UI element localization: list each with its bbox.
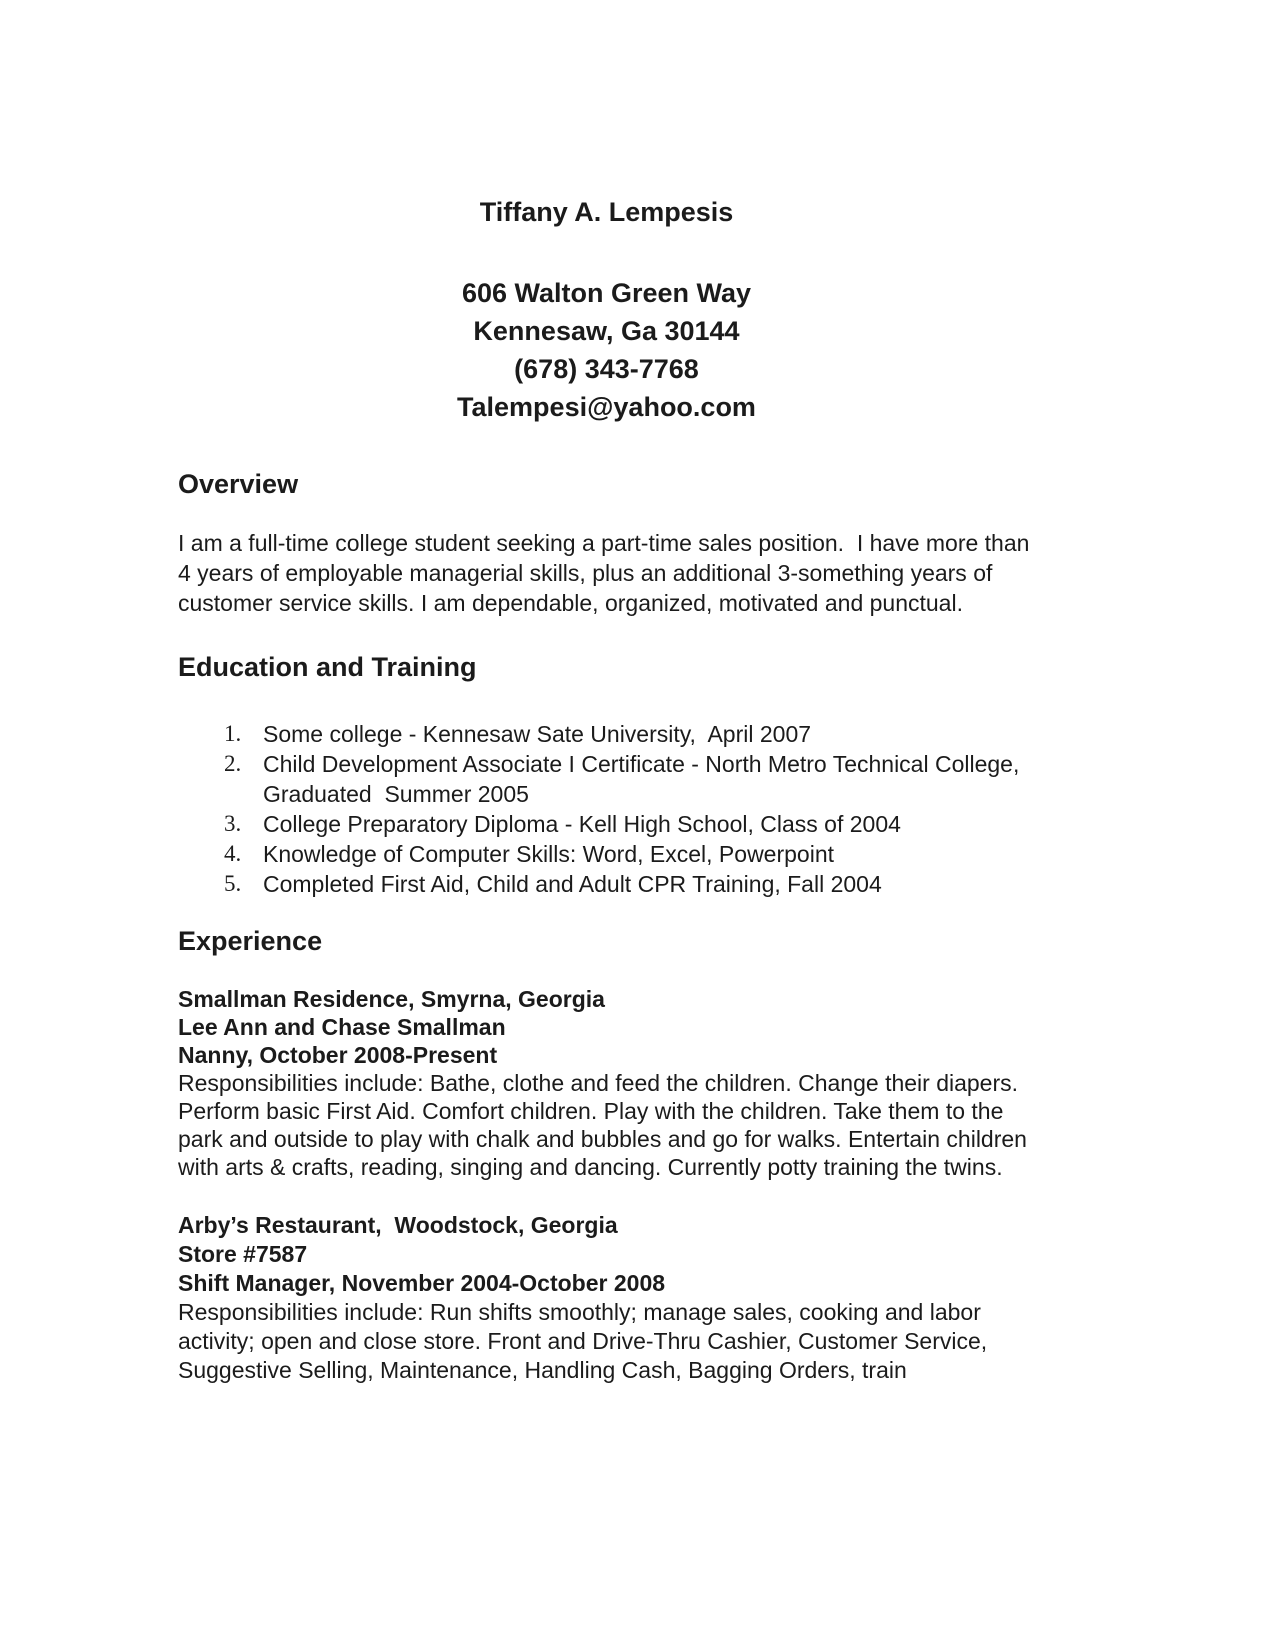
resume-header bbox=[178, 196, 1035, 426]
job-description: Responsibilities include: Run shifts smoothly; manage sales, cooking and labor activity; open and close store. Front and Drive-Thru Cashier, Customer Service, Suggestive Selling, Maintenance, Handling Cash, Bagging Orders, train bbox=[178, 1299, 994, 1383]
job-employer-location: Arby’s Restaurant, Woodstock, Georgia bbox=[178, 1212, 618, 1238]
job-role-dates: Shift Manager, November 2004-October 2008 bbox=[178, 1270, 666, 1296]
job-description: Responsibilities include: Bathe, clothe and feed the children. Change their diapers. Perform basic First Aid. Comfort children. Play with the children. Take them to the park and outside to play with chalk and bubbles and go for walks. Entertain children with arts & crafts, reading, singing and dancing. Currently potty training the twins. bbox=[178, 1070, 1034, 1180]
list-item-number: 3. bbox=[224, 811, 242, 836]
contact-block bbox=[178, 274, 1035, 426]
education-heading: Education and Training bbox=[178, 652, 477, 682]
email-address: Talempesi@yahoo.com bbox=[457, 392, 756, 422]
job-entry-arbys bbox=[178, 1211, 1035, 1385]
education-list bbox=[178, 719, 1035, 899]
address-city-state-zip: Kennesaw, Ga 30144 bbox=[473, 316, 740, 346]
experience-heading: Experience bbox=[178, 926, 323, 956]
list-item-number: 4. bbox=[224, 841, 242, 866]
list-item-text: College Preparatory Diploma - Kell High School, Class of 2004 bbox=[263, 811, 901, 837]
list-item-text: Child Development Associate I Certificate - North Metro Technical College, Graduated Summer 2005 bbox=[263, 751, 1026, 807]
list-item-number: 1. bbox=[224, 721, 242, 746]
list-item-text: Knowledge of Computer Skills: Word, Excel, Powerpoint bbox=[263, 841, 835, 867]
list-item-text: Some college - Kennesaw Sate University, April 2007 bbox=[263, 721, 812, 747]
education-item bbox=[178, 809, 1035, 839]
overview-heading: Overview bbox=[178, 469, 299, 499]
job-entry-smallman bbox=[178, 985, 1035, 1181]
list-item-number: 5. bbox=[224, 871, 242, 896]
overview-paragraph: I am a full-time college student seeking a part-time sales position. I have more than 4 years of employable managerial skills, plus an additional 3-something years of customer service skills. I am dependable, organized, motivated and punctual. bbox=[178, 530, 1036, 616]
address-street: 606 Walton Green Way bbox=[461, 278, 752, 308]
education-item bbox=[178, 719, 1035, 749]
job-contact-line: Lee Ann and Chase Smallman bbox=[178, 1014, 506, 1040]
overview-section bbox=[178, 468, 1035, 618]
job-employer-location: Smallman Residence, Smyrna, Georgia bbox=[178, 986, 605, 1012]
list-item-text: Completed First Aid, Child and Adult CPR Training, Fall 2004 bbox=[263, 871, 882, 897]
job-contact-line: Store #7587 bbox=[178, 1241, 308, 1267]
education-item bbox=[178, 869, 1035, 899]
education-item bbox=[178, 749, 1035, 809]
list-item-number: 2. bbox=[224, 751, 242, 776]
education-item bbox=[178, 839, 1035, 869]
experience-section bbox=[178, 925, 1035, 1385]
job-role-dates: Nanny, October 2008-Present bbox=[178, 1042, 498, 1068]
education-section bbox=[178, 651, 1035, 899]
phone-number: (678) 343-7768 bbox=[514, 354, 699, 384]
candidate-name: Tiffany A. Lempesis bbox=[479, 197, 734, 227]
